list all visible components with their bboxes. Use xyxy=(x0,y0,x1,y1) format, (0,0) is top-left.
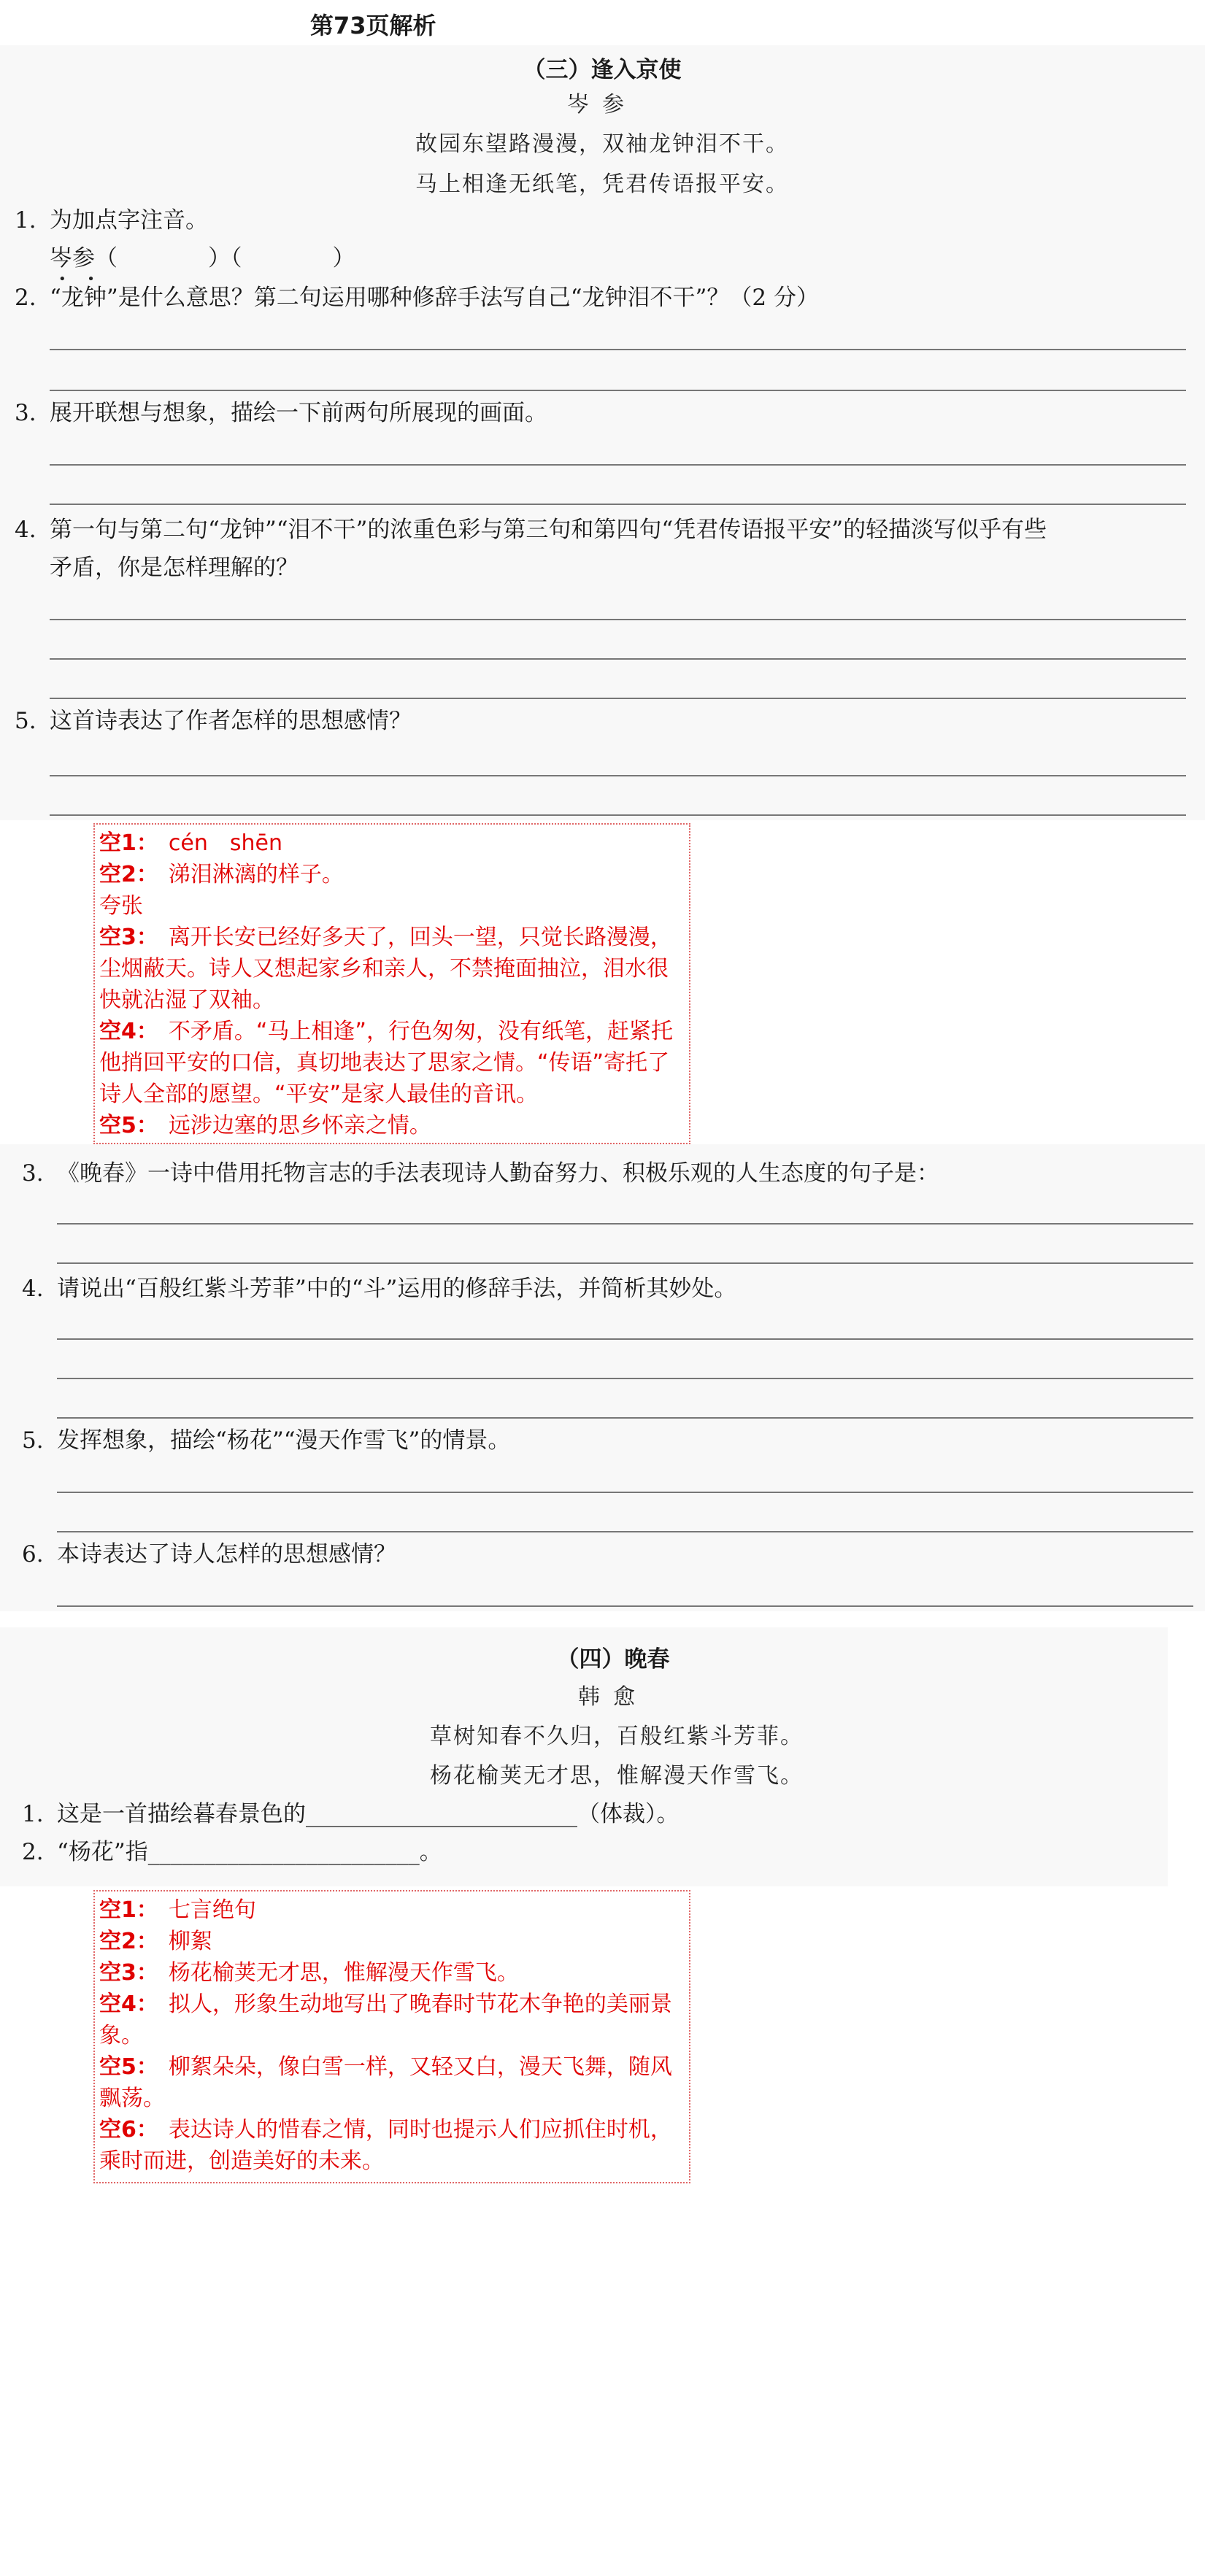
answer-item: 空4： 拟人，形象生动地写出了晚春时节花木争艳的美丽景象。 xyxy=(99,1991,672,2048)
question-number: 3. xyxy=(22,1160,44,1187)
answer-line xyxy=(50,775,1186,776)
question-text: 这首诗表达了作者怎样的思想感情？ xyxy=(50,708,412,734)
section3-heading: （三）逢入京使 xyxy=(523,57,682,83)
section4-poem-line-1: 草树知春不久归，百般红紫斗芳菲。 xyxy=(430,1724,804,1749)
answer-line xyxy=(50,814,1186,816)
section3-poem-line-2: 马上相逢无纸笔，凭君传语报平安。 xyxy=(415,171,789,197)
answer-line xyxy=(50,349,1186,350)
answer-line xyxy=(50,658,1186,660)
answer-item: 空3： 离开长安已经好多天了，回头一望，只觉长路漫漫，尘烟蔽天。诗人又想起家乡和亲人，不禁掩面抽泣，泪水很快就沾湿了双袖。 xyxy=(99,925,672,1013)
question-text: 岑参（ ）（ ） xyxy=(50,245,355,271)
answer-item: 空1： cén shēn xyxy=(99,830,282,856)
question-text: 矛盾，你是怎样理解的？ xyxy=(50,555,299,581)
page-title: 第73页解析 xyxy=(310,12,436,39)
question-number: 1. xyxy=(22,1801,44,1827)
answer-line xyxy=(57,1417,1193,1419)
emphasis-dots: • • xyxy=(58,271,95,287)
answer-item: 空5： 远涉边塞的思乡怀亲之情。 xyxy=(99,1113,431,1138)
question-1 xyxy=(15,201,208,239)
answer-box-1 xyxy=(93,823,690,1144)
question-number: 6. xyxy=(22,1541,44,1567)
question-mid-3 xyxy=(22,1154,939,1192)
answer-line xyxy=(57,1223,1193,1225)
question-mid-4 xyxy=(22,1270,736,1308)
question-5 xyxy=(15,702,412,740)
answer-item: 空6： 表达诗人的惜春之情，同时也提示人们应抓住时机，乘时而进，创造美好的未来。 xyxy=(99,2117,672,2174)
section4-poem-line-2: 杨花榆荚无才思，惟解漫天作雪飞。 xyxy=(430,1763,804,1789)
answer-item: 空4： 不矛盾。“马上相逢”，行色匆匆，没有纸笔，赶紧托他捎回平安的口信，真切地表达了思家之情。“传语”寄托了诗人全部的愿望。“平安”是家人最佳的音讯。 xyxy=(99,1019,673,1107)
question-number: 2. xyxy=(15,285,36,311)
question-3 xyxy=(15,394,547,432)
question-mid-6 xyxy=(22,1535,396,1573)
question-text: 本诗表达了诗人怎样的思想感情？ xyxy=(57,1541,396,1567)
section3-author: 岑参 xyxy=(567,92,637,117)
question-4-cont xyxy=(50,549,299,587)
answer-item: 空2： 柳絮 xyxy=(99,1929,212,1954)
answer-line xyxy=(50,504,1186,505)
question-text: 这是一首描绘暮春景色的________________________（体裁）。 xyxy=(57,1801,680,1827)
answer-item: 空3： 杨花榆荚无才思，惟解漫天作雪飞。 xyxy=(99,1960,519,1986)
question-number: 5. xyxy=(22,1427,44,1454)
question-text: 请说出“百般红紫斗芳菲”中的“斗”运用的修辞手法，并简析其妙处。 xyxy=(57,1276,737,1302)
answer-line xyxy=(57,1605,1193,1607)
answer-line xyxy=(50,390,1186,391)
question-1-blank xyxy=(50,239,355,277)
question-text: 发挥想象，描绘“杨花”“漫天作雪飞”的情景。 xyxy=(57,1427,511,1454)
answer-item: 空1： 七言绝句 xyxy=(99,1897,256,1923)
answer-line xyxy=(57,1378,1193,1379)
answer-line xyxy=(50,698,1186,699)
answer-line xyxy=(57,1338,1193,1340)
answer-item: 空2： 涕泪淋漓的样子。 xyxy=(99,862,344,887)
question-s4-2 xyxy=(22,1833,442,1871)
answer-line xyxy=(50,619,1186,620)
question-number: 1. xyxy=(15,207,36,234)
answer-item: 空5： 柳絮朵朵，像白雪一样，又轻又白，漫天飞舞，随风飘荡。 xyxy=(99,2054,672,2111)
answer-item: 夸张 xyxy=(99,893,143,919)
answer-box-2 xyxy=(93,1890,690,2183)
question-s4-1 xyxy=(22,1795,680,1833)
question-number: 4. xyxy=(15,517,36,543)
answer-line xyxy=(50,464,1186,466)
question-mid-5 xyxy=(22,1422,510,1459)
question-text: “龙钟”是什么意思？第二句运用哪种修辞手法写自己“龙钟泪不干”？（2 分） xyxy=(50,285,819,311)
answer-line xyxy=(57,1262,1193,1264)
question-text: 展开联想与想象，描绘一下前两句所展现的画面。 xyxy=(50,400,547,426)
question-number: 3. xyxy=(15,400,36,426)
section4-heading: （四）晚春 xyxy=(556,1646,670,1673)
question-text: 第一句与第二句“龙钟”“泪不干”的浓重色彩与第三句和第四句“凭君传语报平安”的轻描淡写似乎有些 xyxy=(50,517,1047,543)
answer-line xyxy=(57,1531,1193,1532)
question-4 xyxy=(15,511,1168,549)
question-text: 为加点字注音。 xyxy=(50,207,208,234)
question-text: 《晚春》一诗中借用托物言志的手法表现诗人勤奋努力、积极乐观的人生态度的句子是： xyxy=(57,1160,939,1187)
question-number: 2. xyxy=(22,1839,44,1865)
question-2 xyxy=(15,279,819,317)
section3-poem-line-1: 故园东望路漫漫，双袖龙钟泪不干。 xyxy=(415,131,789,157)
section4-author: 韩愈 xyxy=(578,1684,648,1710)
question-number: 5. xyxy=(15,708,36,734)
answer-line xyxy=(57,1492,1193,1493)
question-text: “杨花”指________________________。 xyxy=(57,1839,442,1865)
question-number: 4. xyxy=(22,1276,44,1302)
